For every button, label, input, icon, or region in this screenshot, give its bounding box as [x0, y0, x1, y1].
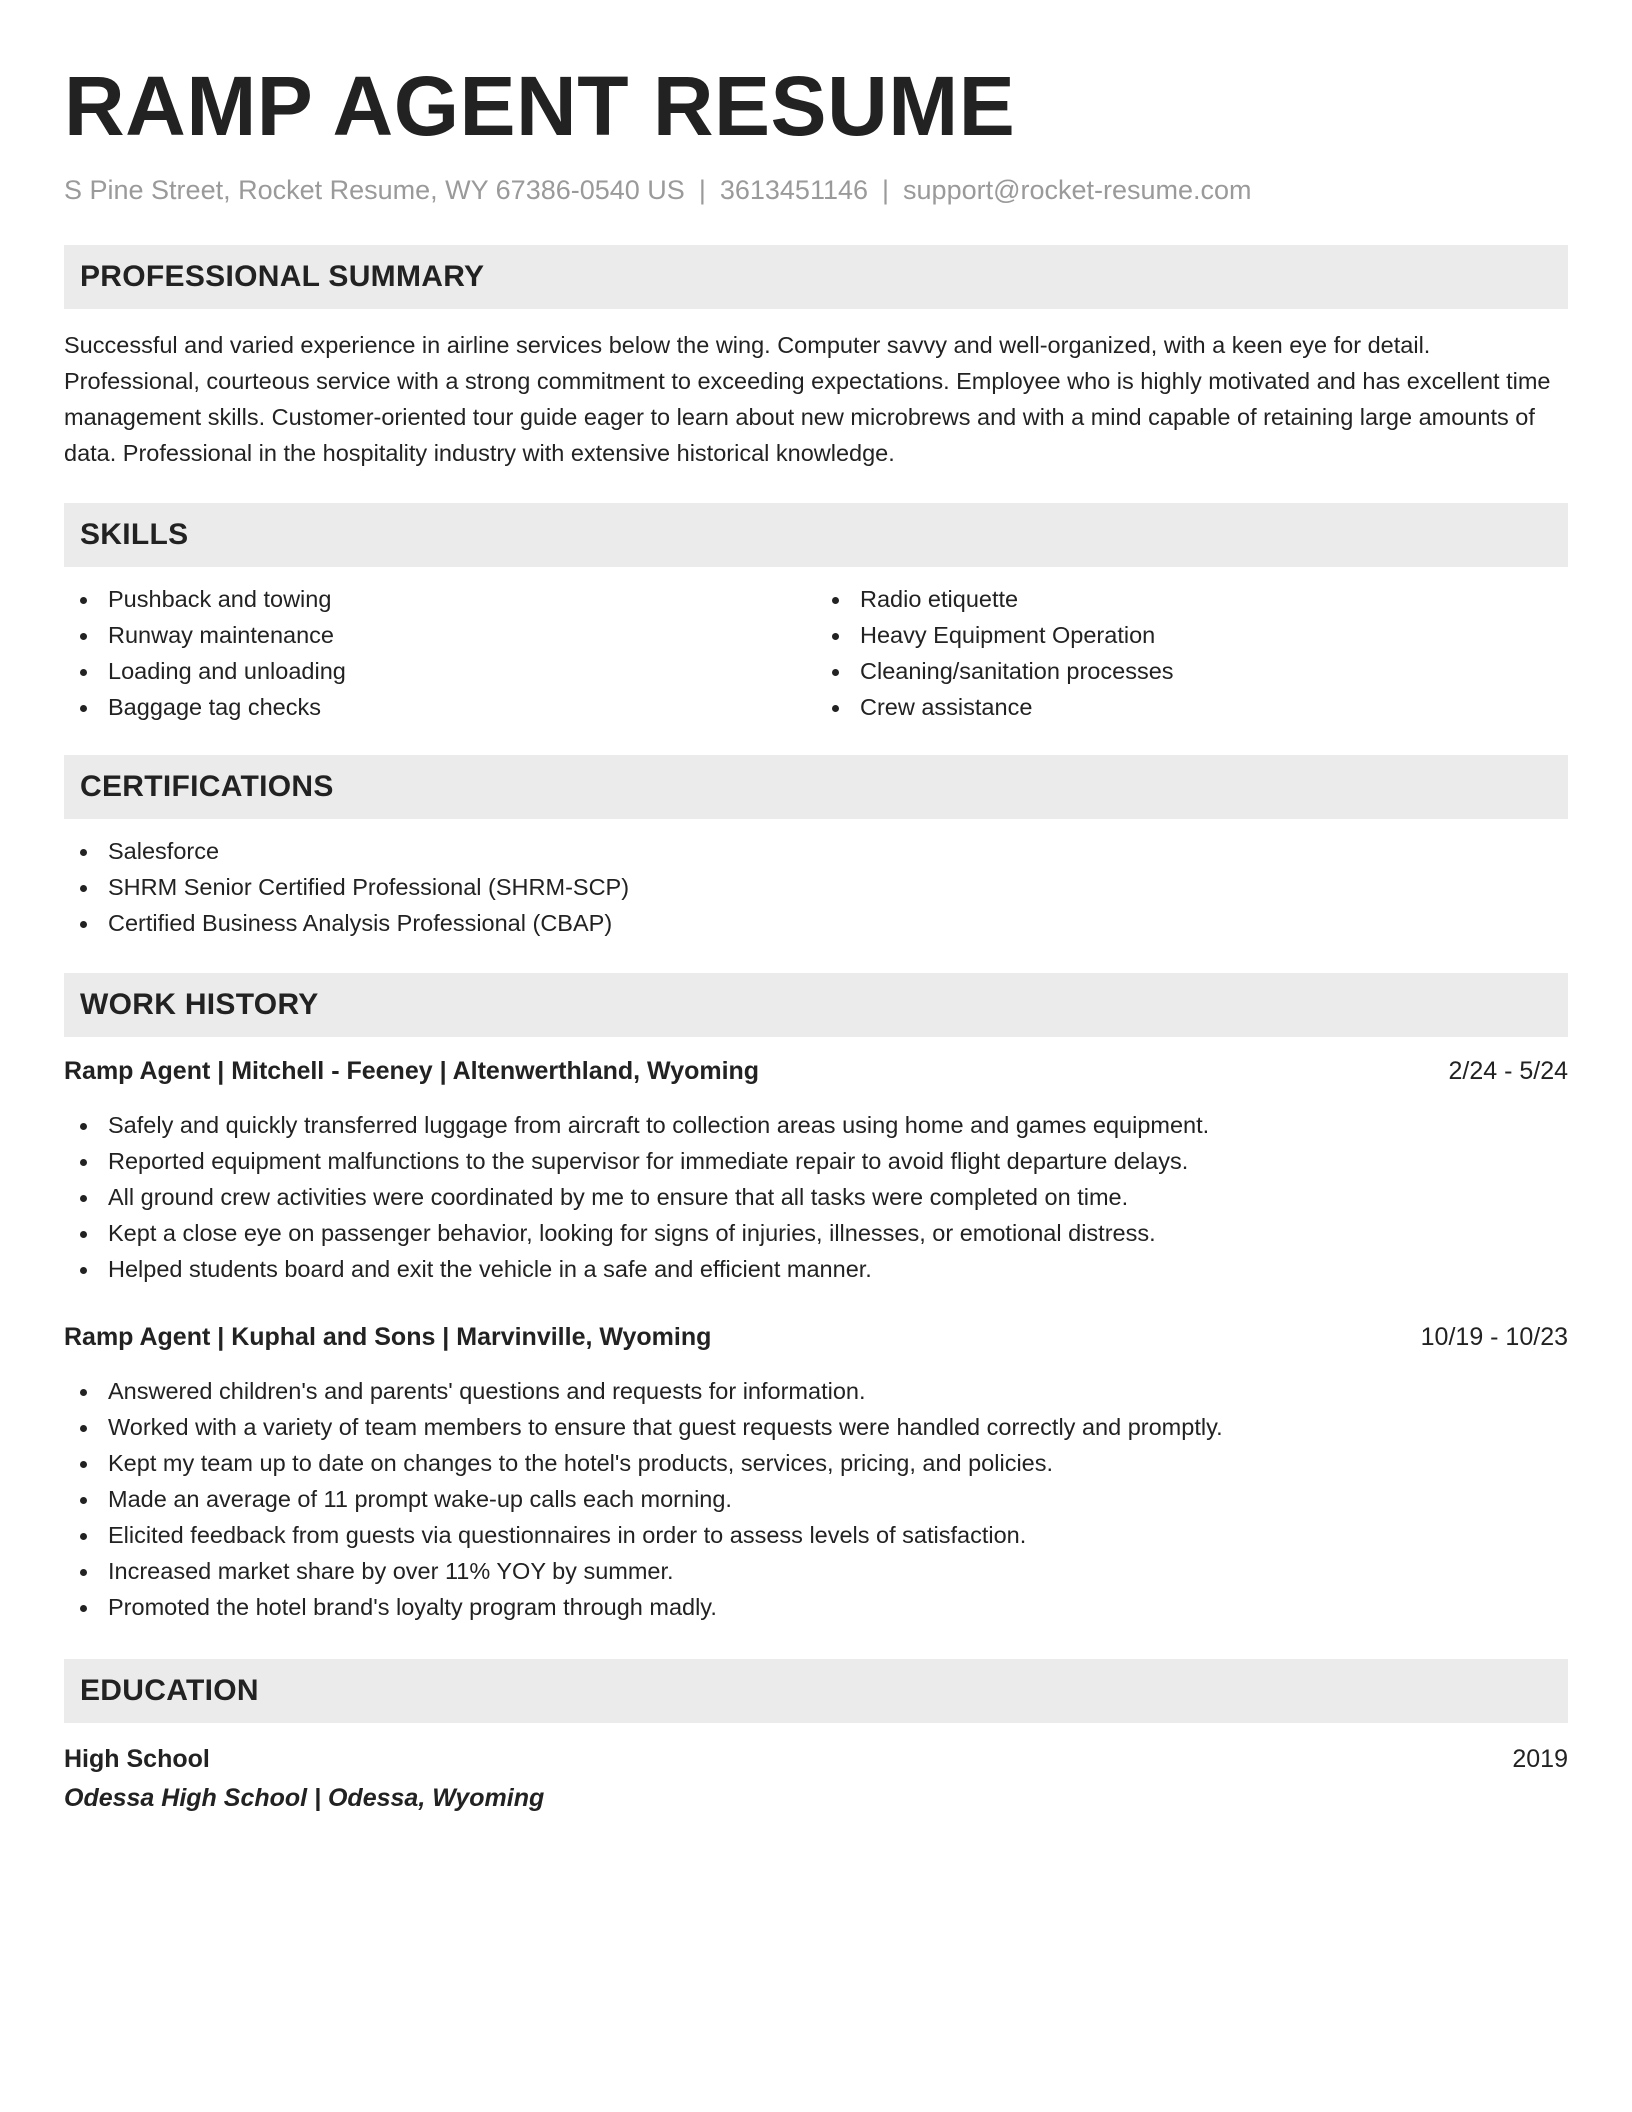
skill-item: Heavy Equipment Operation [816, 617, 1568, 653]
job-header [64, 1053, 1568, 1089]
job-heading: Ramp Agent | Kuphal and Sons | Marvinville, Wyoming [64, 1323, 712, 1351]
job-dates: 2/24 - 5/24 [1448, 1057, 1568, 1085]
job-bullet: Elicited feedback from guests via questionnaires in order to assess levels of satisfaction. [64, 1517, 1568, 1553]
job-bullet: Reported equipment malfunctions to the supervisor for immediate repair to avoid flight departure delays. [64, 1143, 1568, 1179]
skill-item: Loading and unloading [64, 653, 816, 689]
job-bullet: Kept my team up to date on changes to the hotel's products, services, pricing, and policies. [64, 1445, 1568, 1481]
skills-section-header [64, 503, 1568, 567]
skill-item: Pushback and towing [64, 581, 816, 617]
certifications-section-title: CERTIFICATIONS [80, 770, 334, 803]
work-section-title: WORK HISTORY [80, 988, 319, 1021]
education-section-title: EDUCATION [80, 1674, 259, 1707]
job-bullet: Helped students board and exit the vehicle in a safe and efficient manner. [64, 1251, 1568, 1287]
certification-item: Certified Business Analysis Professional (CBAP) [64, 905, 1568, 941]
summary-text: Successful and varied experience in airline services below the wing. Computer savvy and well-organized, with a keen eye for detail. Professional, courteous service with a strong commitment to exceeding expectations. Employee who is highly motivated and has excellent time management skills. Customer-oriented tour guide eager to learn about new microbrews and with a mind capable of retaining large amounts of data. Professional in the hospitality industry with extensive historical knowledge. [64, 332, 1551, 466]
skills-grid [64, 581, 1568, 725]
work-section-header [64, 973, 1568, 1037]
job-heading: Ramp Agent | Mitchell - Feeney | Altenwerthland, Wyoming [64, 1057, 760, 1085]
contact-phone: 3613451146 [719, 175, 869, 205]
education-year: 2019 [1512, 1745, 1568, 1773]
job-dates: 10/19 - 10/23 [1420, 1323, 1568, 1351]
job-bullet: Answered children's and parents' questions and requests for information. [64, 1373, 1568, 1409]
skills-section-title: SKILLS [80, 518, 189, 551]
contact-line [64, 172, 1568, 208]
resume-title: RAMP AGENT RESUME [64, 59, 1016, 153]
skill-item: Cleaning/sanitation processes [816, 653, 1568, 689]
job-bullet: Increased market share by over 11% YOY by summer. [64, 1553, 1568, 1589]
job-bullet: Kept a close eye on passenger behavior, looking for signs of injuries, illnesses, or emotional distress. [64, 1215, 1568, 1251]
job-bullet: Promoted the hotel brand's loyalty program through madly. [64, 1589, 1568, 1625]
education-header [64, 1741, 1568, 1777]
contact-separator: | [882, 175, 890, 205]
job-bullets [64, 1107, 1568, 1287]
skill-item: Runway maintenance [64, 617, 816, 653]
skills-list-left [64, 581, 816, 725]
contact-address: S Pine Street, Rocket Resume, WY 67386-0540 US [64, 175, 685, 205]
contact-email[interactable]: support@rocket-resume.com [903, 175, 1252, 205]
skills-column-right [816, 581, 1568, 725]
skills-list-right [816, 581, 1568, 725]
job-bullets [64, 1373, 1568, 1625]
education-section-header [64, 1659, 1568, 1723]
job-bullet: Safely and quickly transferred luggage from aircraft to collection areas using home and games equipment. [64, 1107, 1568, 1143]
certifications-section-header [64, 755, 1568, 819]
skill-item: Baggage tag checks [64, 689, 816, 725]
job-bullet: Worked with a variety of team members to ensure that guest requests were handled correctly and promptly. [64, 1409, 1568, 1445]
education-school: Odessa High School | Odessa, Wyoming [64, 1784, 545, 1812]
skill-item: Crew assistance [816, 689, 1568, 725]
contact-separator: | [698, 175, 706, 205]
job-header [64, 1319, 1568, 1355]
job-bullet: All ground crew activities were coordinated by me to ensure that all tasks were completed on time. [64, 1179, 1568, 1215]
education-degree: High School [64, 1745, 210, 1773]
skills-column-left [64, 581, 816, 725]
certification-item: SHRM Senior Certified Professional (SHRM-SCP) [64, 869, 1568, 905]
certifications-list [64, 833, 1568, 941]
job-bullet: Made an average of 11 prompt wake-up calls each morning. [64, 1481, 1568, 1517]
summary-section-title: PROFESSIONAL SUMMARY [80, 260, 485, 293]
certification-item: Salesforce [64, 833, 1568, 869]
summary-section-header [64, 245, 1568, 309]
skill-item: Radio etiquette [816, 581, 1568, 617]
